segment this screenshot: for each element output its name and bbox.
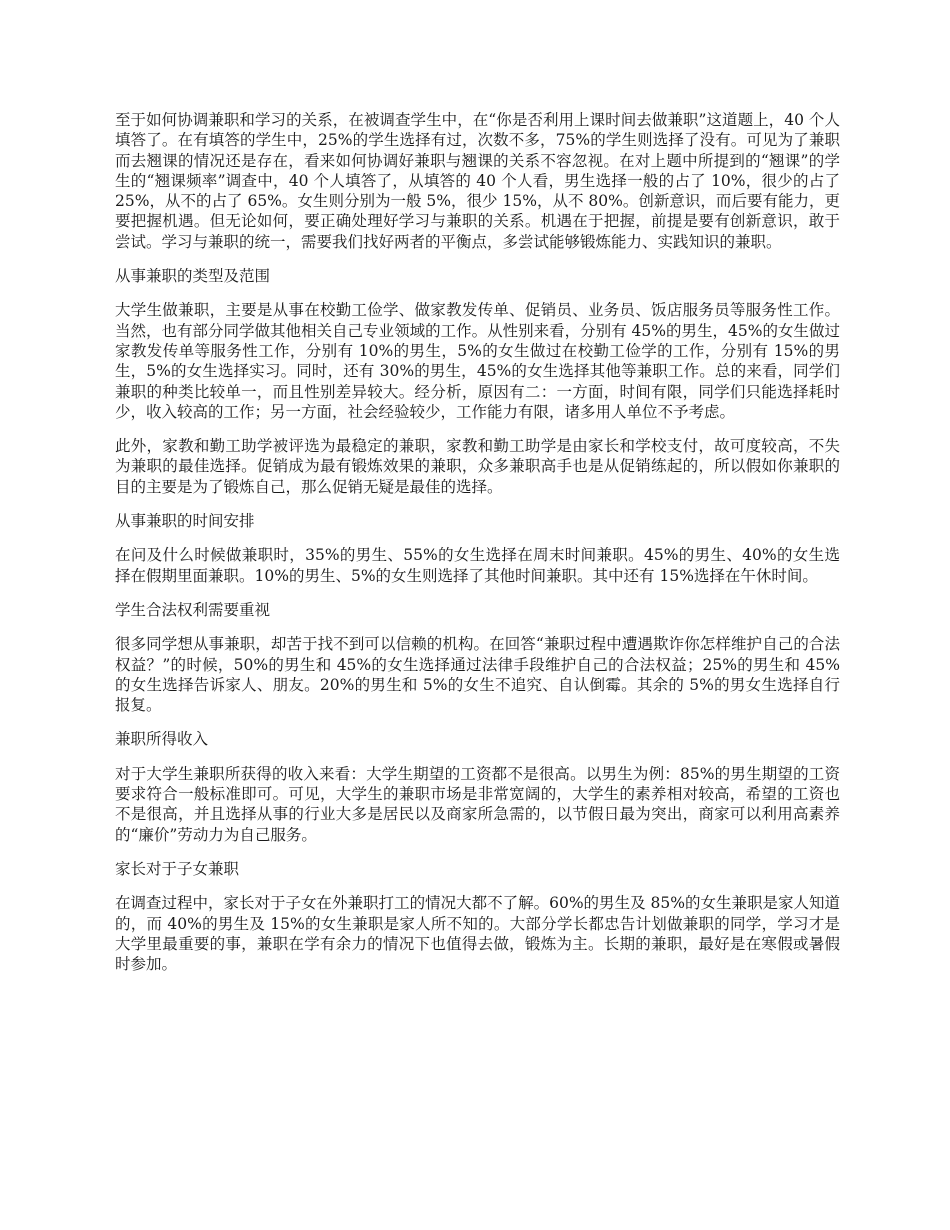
section-heading-parents: 家长对于子女兼职 [115, 859, 240, 878]
section-heading-time: 从事兼职的时间安排 [115, 512, 255, 531]
document-body [115, 110, 840, 988]
income-paragraph: 对于大学生兼职所获得的收入来看：大学生期望的工资都不是很高。以男生为例：85%的男生期望的工资要求符合一般标准即可。可见，大学生的兼职市场是非常宽阔的，大学生的素养相对较高，希望的工资也不是很高，并且选择从事的行业大多是居民以及商家所急需的，以节假日最为突出，商家可以利用高素养的“廉价”劳动力为自己服务。 [115, 764, 840, 844]
section-heading-rights: 学生合法权利需要重视 [115, 600, 271, 619]
time-paragraph: 在问及什么时候做兼职时，35%的男生、55%的女生选择在周末时间兼职。45%的男生、40%的女生选择在假期里面兼职。10%的男生、5%的女生则选择了其他时间兼职。其中还有 15%选择在午休时间。 [115, 546, 840, 585]
types-paragraph: 大学生做兼职，主要是从事在校勤工俭学、做家教发传单、促销员、业务员、饭店服务员等服务性工作。当然，也有部分同学做其他相关自己专业领域的工作。从性别来看，分别有 45%的男生，45%的女生做过家教发传单等服务性工作，分别有 10%的男生，5%的女生做过在校勤工俭学的工作，分别有 15%的男生，5%的女生选择实习。同时，还有 30%的男生，45%的女生选择其他等兼职工作。总的来看，同学们兼职的种类比较单一，而且性别差异较大。经分析，原因有二：一方面，时间有限，同学们只能选择耗时少，收入较高的工作；另一方面，社会经验较少，工作能力有限，诸多用人单位不予考虑。 [115, 301, 840, 421]
stability-paragraph: 此外，家教和勤工助学被评选为最稳定的兼职，家教和勤工助学是由家长和学校支付，故可度较高，不失为兼职的最佳选择。促销成为最有锻炼效果的兼职，众多兼职高手也是从促销练起的，所以假如你兼职的目的主要是为了锻炼自己，那么促销无疑是最佳的选择。 [115, 437, 840, 496]
rights-paragraph: 很多同学想从事兼职，却苦于找不到可以信赖的机构。在回答“兼职过程中遭遇欺诈你怎样维护自己的合法权益？”的时候，50%的男生和 45%的女生选择通过法律手段维护自己的合法权益；25%的男生和 45%的女生选择告诉家人、朋友。20%的男生和 5%的女生不追究、自认倒霉。其余的 5%的男女生选择自行报复。 [115, 635, 840, 715]
intro-paragraph: 至于如何协调兼职和学习的关系，在被调查学生中，在“你是否利用上课时间去做兼职”这道题上，40 个人填答了。在有填答的学生中，25%的学生选择有过，次数不多，75%的学生则选择了没有。可见为了兼职而去翘课的情况还是存在，看来如何协调好兼职与翘课的关系不容忽视。在对上题中所提到的“翘课”的学生的“翘课频率”调查中，40 个人填答了，从填答的 40 个人看，男生选择一般的占了 10%，很少的占了 25%，从不的占了 65%。女生则分别为一般 5%，很少 15%，从不 80%。创新意识，而后要有能力，更要把握机遇。但无论如何，要正确处理好学习与兼职的关系。机遇在于把握，前提是要有创新意识，敢于尝试。学习与兼职的统一，需要我们找好两者的平衡点，多尝试能够锻炼能力、实践知识的兼职。 [115, 111, 840, 251]
section-heading-types: 从事兼职的类型及范围 [115, 267, 271, 286]
parents-paragraph: 在调查过程中，家长对于子女在外兼职打工的情况大都不了解。60%的男生及 85%的女生兼职是家人知道的，而 40%的男生及 15%的女生兼职是家人所不知的。大部分学长都忠告计划做兼职的同学，学习才是大学里最重要的事，兼职在学有余力的情况下也值得去做，锻炼为主。长期的兼职，最好是在寒假或暑假时参加。 [115, 894, 840, 974]
section-heading-income: 兼职所得收入 [115, 730, 209, 749]
